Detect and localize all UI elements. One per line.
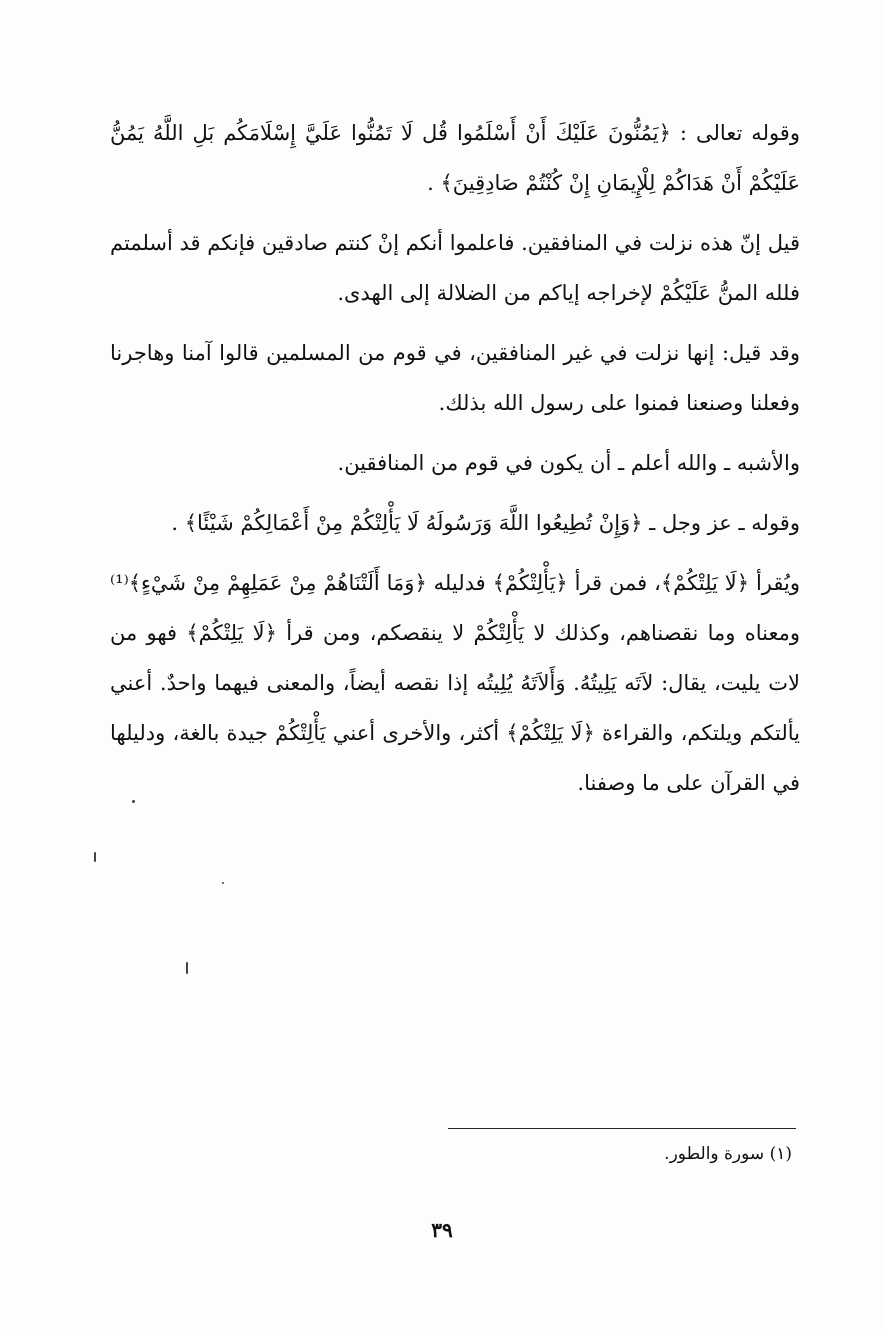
paragraph-5: وقوله ـ عز وجل ـ ﴿وَإِنْ تُطِيعُوا اللَّهَ وَرَسُولَهُ لَا يَأْلِتْكُمْ مِنْ أَعْمَالِكُمْ شَيْئًا﴾ . [171,511,800,535]
main-text [110,108,800,808]
footnote-separator [448,1128,796,1129]
paragraph-2: قيل إنّ هذه نزلت في المنافقين. فاعلموا أنكم إنْ كنتم صادقين فإنكم قد أسلمتم فلله المنُّ عَلَيْكُمْ لإخراجه إياكم من الضلالة إلى الهدى. [110,231,800,305]
paragraph-4: والأشبه ـ والله أعلم ـ أن يكون في قوم من المنافقين. [337,451,800,475]
scan-speck [222,882,224,884]
scan-speck [132,800,135,803]
page-number: ٣٩ [431,1218,453,1242]
footnote: (١) سورة والطور. [664,1144,792,1164]
paragraph-1: وقوله تعالى : ﴿يَمُنُّونَ عَلَيْكَ أَنْ أَسْلَمُوا قُل لَا تَمُنُّوا عَلَيَّ إِسْلَامَكُم بَلِ اللَّهُ يَمُنُّ عَلَيْكُمْ أَنْ هَدَاكُمْ لِلْإِيمَانِ إِنْ كُنْتُمْ صَادِقِينَ﴾ . [110,121,800,195]
scan-speck [186,962,188,974]
scan-speck [94,852,96,862]
paragraph-6: ويُقرأ ﴿لَا يَلِتْكُمْ﴾، فمن قرأ ﴿يَأْلِتْكُمْ﴾ فدليله ﴿وَمَا أَلَتْنَاهُمْ مِنْ عَمَلِهِمْ مِنْ شَيْءٍ﴾⁽¹⁾ ومعناه وما نقصناهم، وكذلك لا يَأْلِتْكُمْ لا ينقصكم، ومن قرأ ﴿لَا يَلِتْكُمْ﴾ فهو من لات يليت، يقال: لاَتَه يَلِيتُهُ. وَأَلاَتَهُ يُلِيتُه إذا نقصه أيضاً، والمعنى فيهما واحدٌ. أعني يألتكم ويلتكم، والقراءة ﴿لَا يَلِتْكُمْ﴾ أكثر، والأخرى أعني يَأْلِتْكُمْ جيدة بالغة، ودليلها في القرآن على ما وصفنا. [110,571,800,795]
paragraph-3: وقد قيل: إنها نزلت في غير المنافقين، في قوم من المسلمين قالوا آمنا وهاجرنا وفعلنا وصنعنا فمنوا على رسول الله بذلك. [110,341,800,415]
